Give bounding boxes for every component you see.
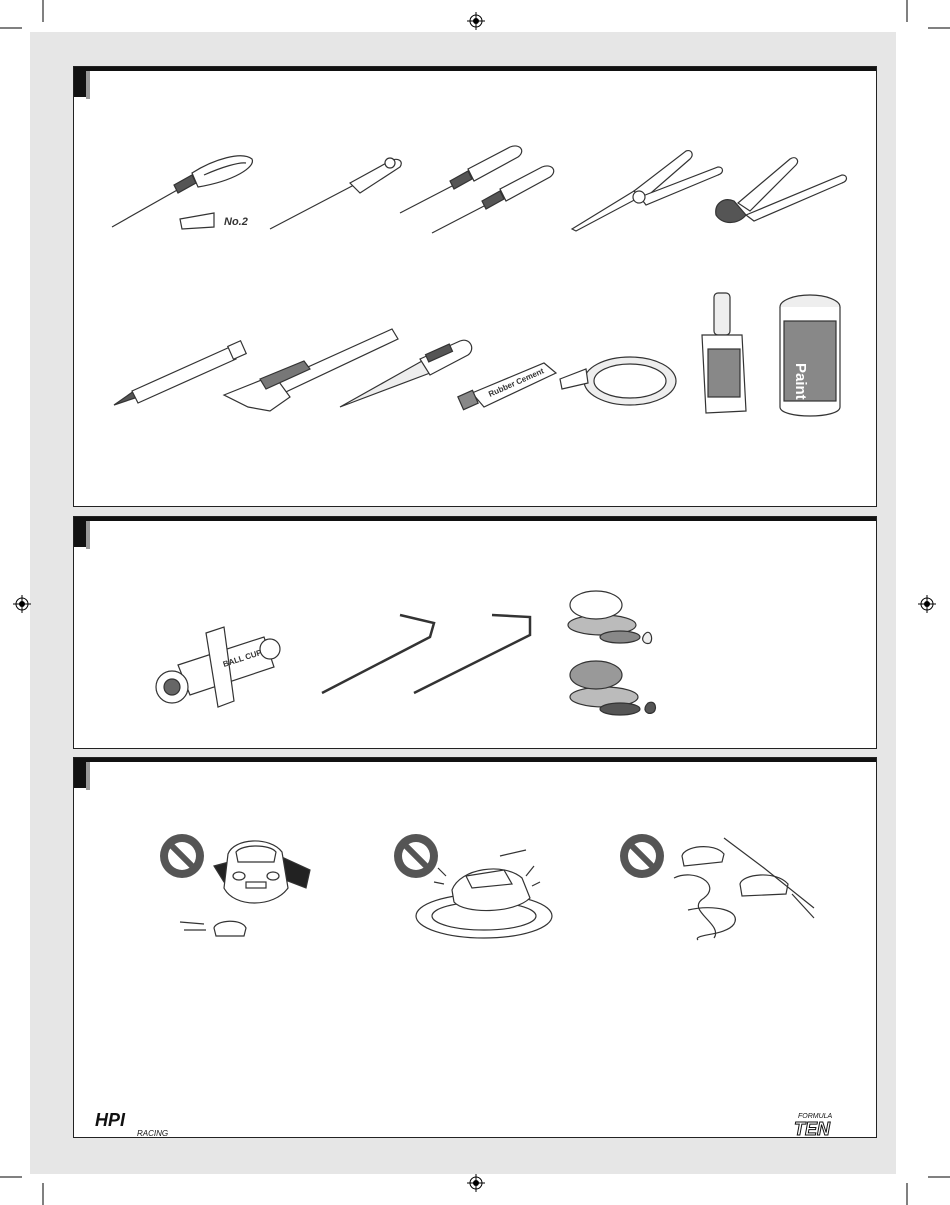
allen-wrench-icon [322, 615, 530, 693]
hpi-racing-logo [93, 1110, 193, 1138]
prohibited-icon [160, 834, 204, 878]
prohibited-icon [620, 834, 664, 878]
needle-nose-pliers-icon [572, 151, 723, 231]
paint-label: Paint [792, 363, 809, 400]
hex-driver-icon [400, 146, 554, 233]
registration-mark-icon [13, 595, 31, 613]
prohibited-icon [394, 834, 438, 878]
grease-container-icon [568, 591, 652, 644]
ten-logo-text: TEN [794, 1119, 830, 1138]
grease-container-icon [570, 661, 655, 715]
thread-lock-icon [702, 293, 746, 413]
registration-mark-icon [467, 12, 485, 30]
cross-wrench-label: BALL CUP [221, 647, 263, 669]
tools-illustration [74, 67, 878, 508]
included-tools-illustration [74, 517, 878, 750]
hpi-logo-text: HPI [95, 1110, 126, 1130]
registration-mark-icon [918, 595, 936, 613]
included-tools-panel [73, 516, 877, 749]
formula-ten-logo [792, 1110, 868, 1138]
paint-can-icon [780, 295, 840, 416]
car-crowd-illustration [674, 838, 814, 940]
warnings-illustration [74, 758, 878, 1139]
racing-logo-text: RACING [137, 1129, 169, 1138]
formula-logo-text: FORMULA [798, 1113, 833, 1120]
tape-roll-icon [560, 357, 676, 405]
screwdriver-tip-label: No.2 [224, 216, 248, 228]
tools-needed-panel [73, 66, 877, 507]
flat-screwdriver-icon [270, 158, 401, 229]
rubber-cement-label: Rubber Cement [487, 366, 546, 399]
registration-mark-icon [467, 1174, 485, 1192]
calipers-icon [224, 329, 398, 411]
cross-wrench-icon [156, 627, 280, 707]
side-cutter-icon [716, 158, 847, 223]
warnings-panel [73, 757, 877, 1138]
